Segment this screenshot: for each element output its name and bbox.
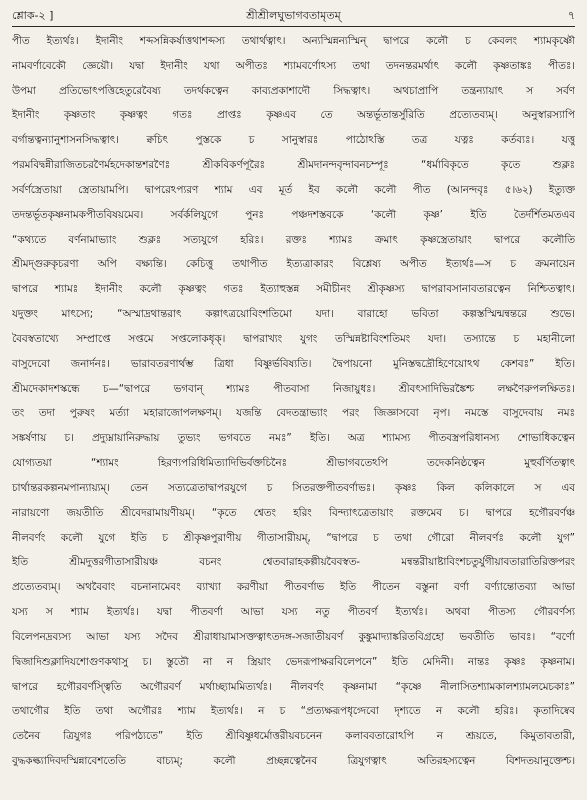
text-line: নীলবর্ণং কলৌ যুগে ইতি চ শ্রীকৃষ্ণপুরাণীয় গীতাসারীয়ম্, “দ্বাপরে চ তথা গৌরো নীলবর্ণঃ কলৌ যুগ”: [12, 531, 575, 544]
page-header: [12, 6, 575, 26]
text-line: দ্বাপরে হগৌরবর্ণস্ত্বিতি অগৌরবর্ণ মর্থাচ্ছ্যামমিত্যর্থঃ। নীলবর্ণং কৃষ্ণনামা “কৃষ্ণে নীলাসিতশ্যামকালশ্যামলমেচকাঃ”: [12, 680, 575, 693]
text-line: দ্বাপরে শ্যামঃ ইদানীং কলৌ কৃষ্ণত্বং গতঃ ইত্যাহুস্তন্ন সমীচীনং শ্রীকৃষ্ণস্য দ্বাপরাবসানাবতারত্বেন নিশ্চিতত্বাৎ।: [12, 283, 575, 296]
text-line: নামবর্ণাবেকৌ জ্ঞেয়ৌ। যদ্বা ইদানীং যথা অপীতঃ শ্যামবর্ণোঽস্য তথা তদনন্তরমর্থাৎ কলৌ কৃষ্ণতাঙ্কঃ পীতঃ।: [12, 59, 575, 72]
book-title: শ্রীশ্রীলঘুভাগবতামৃতম্: [246, 9, 341, 22]
text-line: পীত ইত্যর্থঃ। ইদানীং শব্দসন্নিকর্ষাত্তথাশব্দস্য তথার্থত্বাৎ। অন্যস্মিন্নন্যস্মিন্ দ্বাপরে কলৌ চ কেবলং শ্যামকৃষ্ণৌ: [12, 35, 575, 47]
text-line: সঙ্কর্ষণায় চ। প্রদ্যুম্নায়ানিরুদ্ধায় তুভ্যং ভগবতে নমঃ” ইতি। অত্র শ্যামস্য পীতবস্ত্রপরিধানস্য শোভাধিকত্বেন: [12, 432, 575, 445]
text-line: তেনৈব ত্রিযুগঃ পরিপঠ্যতে” ইতি শ্রীবিষ্ণুধর্মোত্তরীয়বচনেন কলাববতারোঽপি ন শ্রূয়তে, কিমুতাবতারী,: [12, 730, 575, 743]
page-number: ৭: [567, 9, 575, 22]
verse-label: শ্লোক-২ ]: [12, 9, 54, 22]
text-line: বৈবস্বতাখ্যে সম্প্রাপ্তে সপ্তমে সপ্তলোকধৃক্। দ্বাপরাখ্যং যুগং তস্মিন্নষ্টাবিংশতিমং যদা। তস্যান্তে চ মহানীলো: [12, 332, 575, 345]
text-line: তং তদা পুরুষং মর্ত্যা মহারাজোপলক্ষণম্। যজন্তি বেদতন্ত্রাভ্যাং পরং জিজ্ঞাসবো নৃপ। নমস্তে বাসুদেবায় নমঃ: [12, 407, 575, 420]
commentary-body: [12, 29, 575, 799]
text-line: শ্রীমদ্গুরুকৃচরণা অপি বক্ষ্যন্তি। কেচিত্তু তথাপীত ইত্যত্রাকারং বিশ্লেষ্য অপীত ইত্যর্থঃ—স চ ক্রমনায়েন: [12, 258, 575, 271]
text-line: বুদ্ধকল্ক্যাদিবদস্মিন্নাবেশতেতি বাচ্যম্; কলৌ প্রচ্ছন্নত্বেনৈব ত্রিযুগত্বাৎ অতিরহস্যত্বেন বিশদতয়ানুক্তেশ্চ।: [12, 755, 575, 768]
text-line: যস্য স শ্যাম ইত্যর্থঃ। যদ্বা পীতবর্ণা আভা যস্য নতু পীতবর্ণ ইত্যর্থঃ। অথবা পীতস্য গৌরবর্ণস্য: [12, 606, 575, 619]
text-line: চার্থান্তরকল্পনমপান্যায়্যম্। তেন সত্যত্রেতাদ্বাপরযুগে চ সিতরক্তপীতবর্ণাভঃ। কৃষ্ণঃ কিল কলিকালে স এব: [12, 481, 575, 494]
text-line: “কথ্যতে বর্ণনামাভ্যাং শুক্লঃ সত্যযুগে হরিঃ। রক্তঃ শ্যামঃ ক্রমাৎ কৃষ্ণস্ত্রেতায়াং দ্বাপরে কলৌতি: [12, 233, 575, 246]
text-line: যোগ্যতয়া “শ্যামং হিরণ্যপরিধিমিত্যাদিভির্বক্তচিনৈঃ শ্রীভাগবতেঽপি তদেকনিষ্ঠত্বেন মুহুর্বর্ণিতত্বাৎ: [12, 457, 575, 470]
header-rule: [12, 26, 575, 27]
text-line: ইদানীং কৃষ্ণতাং কৃষ্ণত্বং গতঃ প্রাপ্তঃ কৃষ্ণএব তে অন্তর্ভূতান্তর্সুরিতি প্রত্যেতব্যম্। অনুস্বারস্যাপি: [12, 109, 575, 122]
text-line: বিলেপনদ্রব্যস্য আভা যস্য সদৈব শ্রীরাধায়ামাসক্তত্বাৎতদঙ্গ-সজাতীয়বর্ণ কুঙ্কুমাদ্যাঙ্করিতবিগ্রহো ভবতীতি ভাবঃ। “বর্ণো: [12, 630, 575, 643]
text-line: বাসুদেবো জনার্দনঃ। ভারাবতরণার্থম্ভ ত্রিধা বিষ্ণুর্ভবিষ্যতি। দ্বৈপায়নো মুনিস্তদ্বদ্রৌহিণেয়োঽথ কেশবঃ” ইতি।: [12, 357, 575, 370]
text-line: তথাগৌর ইতি তথা অগৌরঃ শ্যাম ইত্যর্থঃ। ন চ “প্রত্যক্ষরূপধৃগ্দেবো দৃশ্যতে ন কলৌ হরিঃ। কৃতাদিষ্বেব: [12, 705, 575, 718]
text-line: নারায়ণো জয়তীতি শ্রীবেদরামায়ণীয়ম্। “কৃতে শ্বেতং হরিং বিন্দ্যাৎত্রেতায়াং রক্তমেব চ। দ্বাপরে হগৌরবর্ণঞ্চ: [12, 506, 575, 519]
text-line: ইতি শ্রীমদুত্তরগীতাসারীয়ঞ্চ বচনং শ্বেতবারাহকল্পীয়বৈবস্বত- মন্বন্তরীয়াষ্টাবিংশচতুর্যুগীয়াবতারাতিরিক্তপরং: [12, 556, 575, 569]
text-line: প্রত্যেতব্যম্। অথবৈবাং বচনানামেবং ব্যাখ্যা করণীয়া পীতবর্ণাভ ইতি পীতেন বস্তুনা বর্ণা বর্ণ্যান্তোতব্যা আভা: [12, 581, 575, 594]
text-line: বর্গান্তত্বন্যানুশাসনসিদ্ধত্বাৎ। ক্বচিৎ পুস্তকে চ সানুস্বারঃ পাঠোঽস্তি তত্র যত্নঃ কর্তব্যঃ। যত্তু: [12, 134, 575, 147]
text-line: পরমবিদ্বন্নীরাজিতচরণৈর্মহদেকান্তশরণৈঃ শ্রীকবিকর্ণপূরৈঃ শ্রীমদানন্দবৃন্দাবনচম্পূঃ “ধর্মাবিকৃতে কৃতে শুক্লঃ: [12, 159, 575, 172]
text-line: দ্বিজাদিশুক্লাদিযশোগুণকথাসু চ। স্তুতৌ না ন স্ত্রিয়াং ভেদরূপাক্ষরবিলেপনে” ইতি মেদিনী। নান্তঃ কৃষ্ণঃ কৃষ্ণনাম।: [12, 655, 575, 668]
text-line: তদন্তর্ভূতকৃষ্ণনামকপীতবিষয়মেব। সর্বর্কলিযুগে পুনঃ পঞ্চদশস্তবকে ‘কলৌ কৃষ্ণ’ ইতি তৈর্দর্শিতমতএব: [12, 208, 575, 221]
text-line: যদুক্তং মাৎস্যে; “অস্মাদ্রথান্তরাৎ কল্পাৎত্রয়োবিংশতিমো যদা। বারাহো ভবিতা কল্পস্তস্মিন্মন্বন্তরে শুভে।: [12, 308, 575, 321]
text-line: শ্রীমদেকাদশস্কন্ধে চ—“দ্বাপরে ভগবান্ শ্যামঃ পীতবাসা নিজায়ুধঃ। শ্রীবৎসাদিভিরঙ্কৈশ্চ লক্ষণৈরুপলক্ষিতঃ।: [12, 382, 575, 395]
text-line: উপমা প্রতিভোৎপত্তিহেতুরেবৈষ্য তদর্থকত্বেন কাব্যপ্রকাশাদৌ সিদ্ধত্বাৎ। অথচাপ্রাপি তন্ত্রন্যায়াৎ স সর্বণ: [12, 84, 575, 97]
text-line: সর্বর্ণস্ত্রেতায়া স্ত্রেতায়ামপি। দ্বাপরেঽপ্যরণ শ্যাম এব মূর্ত ইব কলৌ কলৌ পীত (আনন্দবৃঃ ৫।৬২) ইত্যুক্ত: [12, 183, 575, 196]
